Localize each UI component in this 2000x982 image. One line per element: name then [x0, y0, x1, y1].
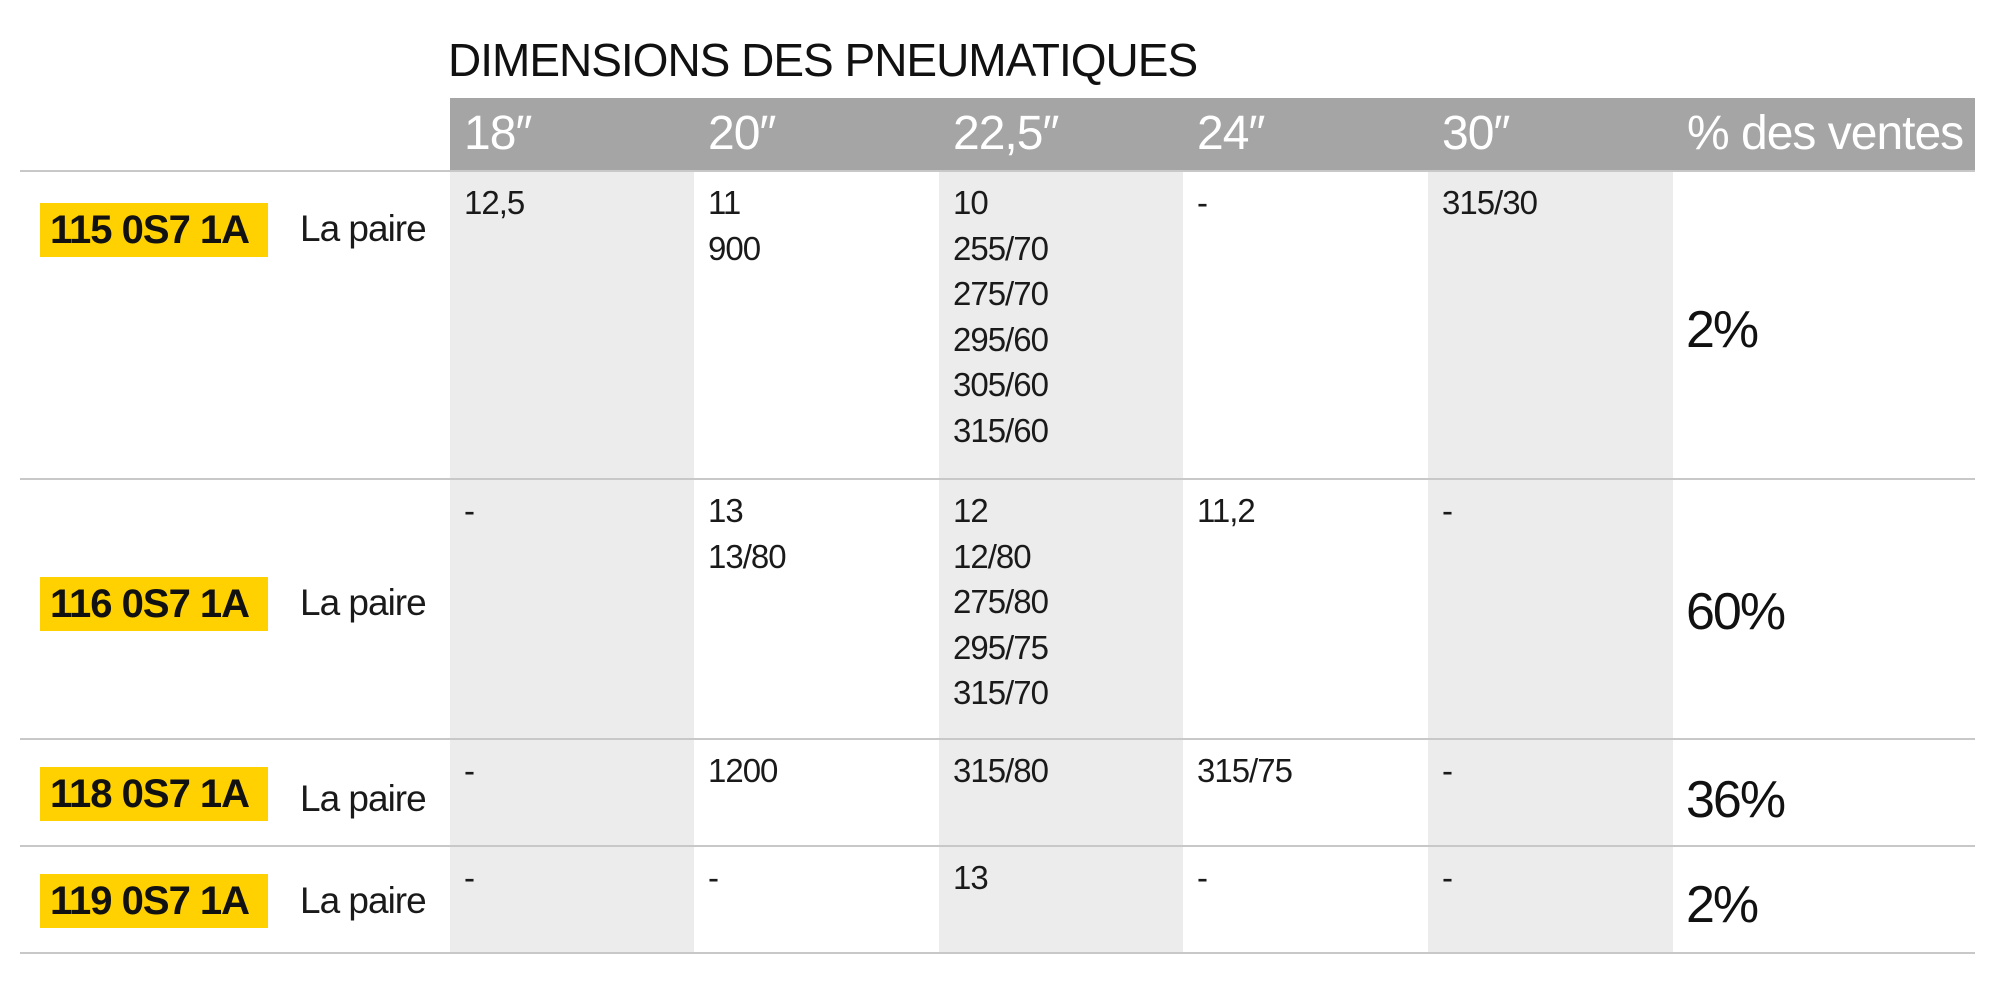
size-value: 305/60 — [953, 366, 1048, 403]
cell-119-18 — [464, 855, 474, 901]
cell-116-24 — [1197, 488, 1255, 534]
cell-115-20 — [708, 180, 760, 271]
size-value: 13 — [953, 859, 988, 896]
row-divider — [20, 170, 1975, 172]
size-value: - — [464, 492, 474, 529]
unit-label: La paire — [300, 778, 426, 819]
header-24: 24″ — [1183, 98, 1428, 170]
cell-119-20 — [708, 855, 718, 901]
size-value: 315/80 — [953, 752, 1048, 789]
unit-label: La paire — [300, 880, 426, 921]
size-value: 12 — [953, 492, 988, 529]
cell-115-24 — [1197, 180, 1207, 226]
sales-percent: 2% — [1686, 876, 1758, 934]
size-value: 255/70 — [953, 229, 1048, 267]
header-20: 20″ — [694, 98, 939, 170]
column-shade-18 — [450, 98, 694, 953]
part-number-badge: 119 0S7 1A — [40, 874, 268, 928]
cell-118-20 — [708, 748, 777, 794]
size-value: - — [1197, 859, 1207, 896]
header-sales-percent: % des ventes — [1673, 98, 1975, 170]
size-value: 315/30 — [1442, 184, 1537, 221]
cell-116-20 — [708, 488, 786, 579]
size-value: 1200 — [708, 752, 778, 789]
size-value: 12/80 — [953, 537, 1031, 575]
row-divider — [20, 845, 1975, 847]
row-divider — [20, 738, 1975, 740]
size-value: - — [464, 752, 474, 789]
table-title: DIMENSIONS DES PNEUMATIQUES — [448, 34, 1198, 86]
cell-115-18 — [464, 180, 524, 226]
cell-119-30 — [1442, 855, 1452, 901]
sales-percent: 2% — [1686, 301, 1758, 359]
size-value: - — [1442, 752, 1452, 789]
cell-116-18 — [464, 488, 474, 534]
part-number-badge: 118 0S7 1A — [40, 767, 268, 821]
cell-115-22-5 — [953, 180, 1048, 453]
size-value: 13 — [708, 492, 743, 529]
header-22-5: 22,5″ — [939, 98, 1183, 170]
cell-118-30 — [1442, 748, 1452, 794]
unit-label: La paire — [300, 208, 426, 249]
unit-label: La paire — [300, 582, 426, 623]
size-value: 315/75 — [1197, 752, 1292, 789]
size-value: 275/80 — [953, 583, 1048, 620]
header-18: 18″ — [450, 98, 694, 170]
row-divider — [20, 952, 1975, 954]
cell-116-22-5 — [953, 488, 1048, 716]
cell-119-22-5 — [953, 855, 988, 901]
size-value: - — [1197, 184, 1207, 221]
sales-percent: 60% — [1686, 583, 1785, 641]
cell-118-22-5 — [953, 748, 1048, 794]
size-value: 11,2 — [1197, 492, 1255, 529]
size-value: 11 — [708, 184, 741, 221]
header-30: 30″ — [1428, 98, 1673, 170]
part-number-badge: 116 0S7 1A — [40, 577, 268, 631]
size-value: 315/70 — [953, 674, 1048, 711]
cell-115-30 — [1442, 180, 1537, 226]
cell-119-24 — [1197, 855, 1207, 901]
size-value: 295/75 — [953, 628, 1048, 666]
sales-percent: 36% — [1686, 771, 1785, 829]
size-value: - — [1442, 492, 1452, 529]
column-shade-30 — [1428, 98, 1673, 953]
size-value: - — [708, 859, 718, 896]
row-divider — [20, 478, 1975, 480]
size-value: 275/70 — [953, 275, 1048, 312]
size-value: 13/80 — [708, 537, 786, 575]
part-number-badge: 115 0S7 1A — [40, 203, 268, 257]
size-value: - — [1442, 859, 1452, 896]
cell-118-24 — [1197, 748, 1292, 794]
size-value: 10 — [953, 184, 988, 221]
size-value: 315/60 — [953, 411, 1048, 449]
size-value: - — [464, 859, 474, 896]
size-value: 12,5 — [464, 184, 525, 221]
size-value: 900 — [708, 229, 761, 267]
cell-116-30 — [1442, 488, 1452, 534]
size-value: 295/60 — [953, 320, 1048, 358]
cell-118-18 — [464, 748, 474, 794]
